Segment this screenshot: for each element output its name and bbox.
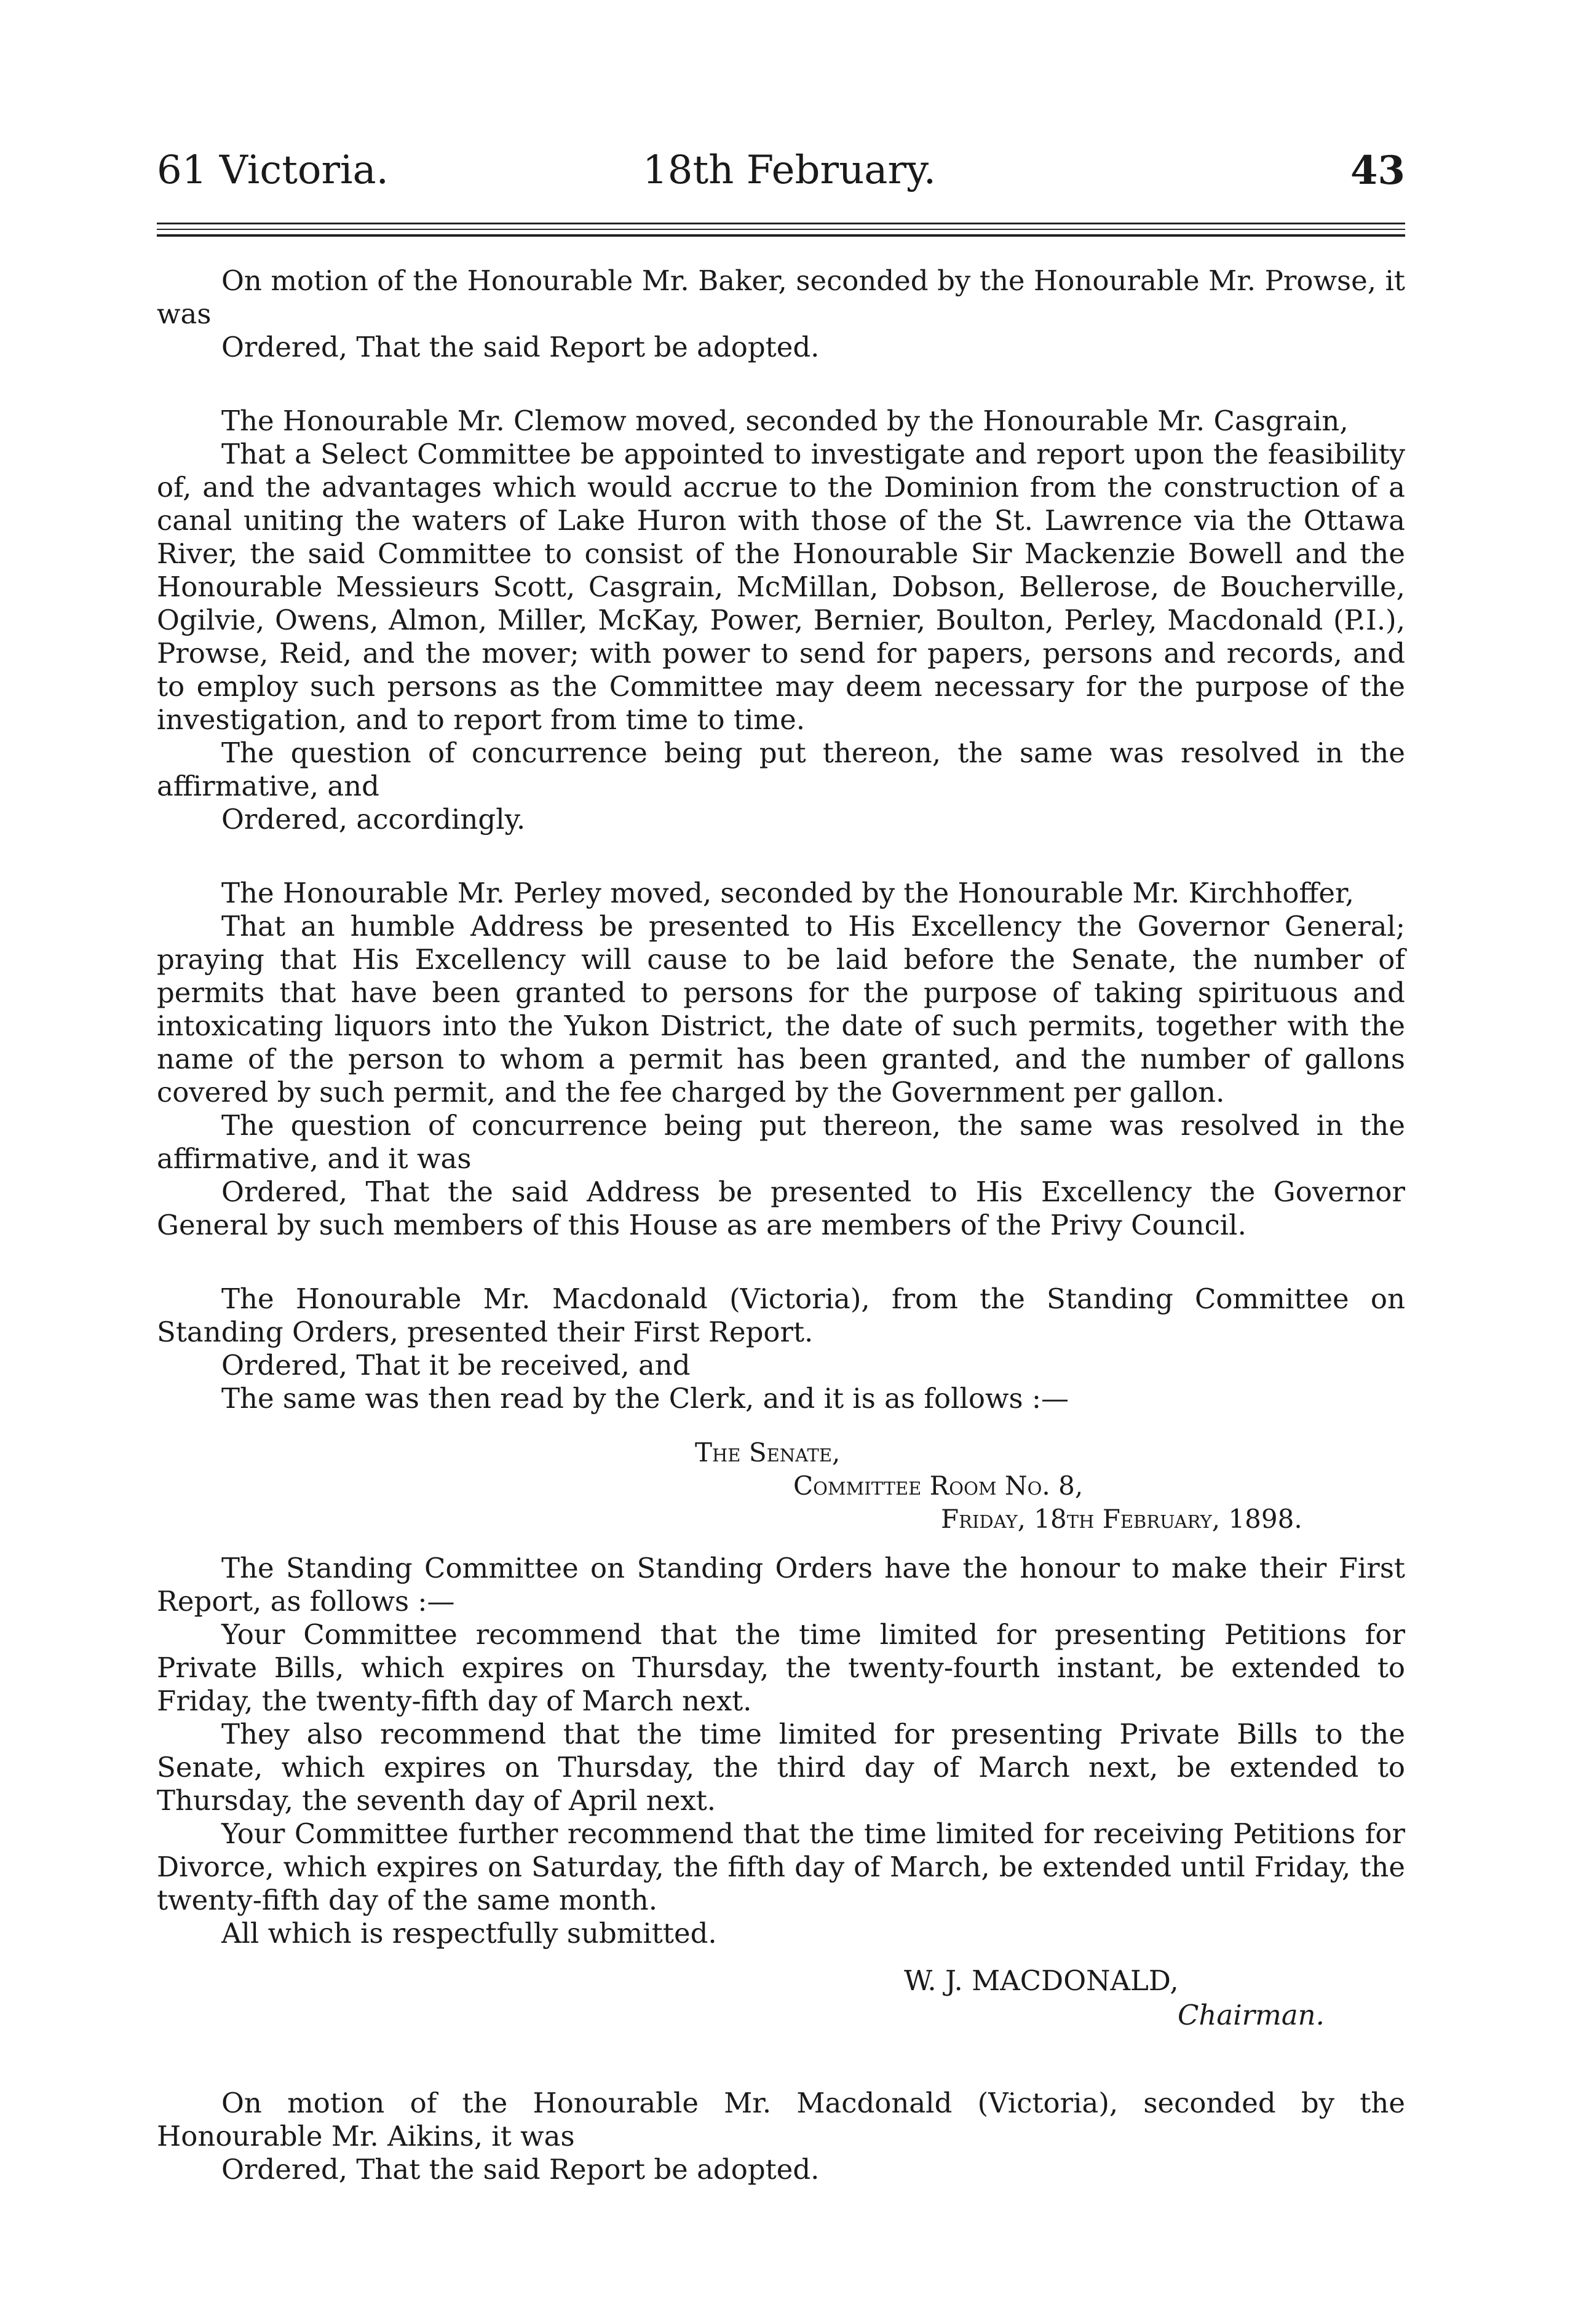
paragraph-line: Ordered, That the said Report be adopted. bbox=[221, 331, 820, 363]
paragraph-line: That a Select Committee be appointed to investigate and report upon the feasibility of, and the advantages which would accrue to the Dominion from the construction of a canal uniting the waters of Lake Huron with those of the St. Lawrence via the Ottawa River, the said Committee to consist of the Honourable Sir Mackenzie Bowell and the Honourable Messieurs Scott, Casgrain, McMillan, Dobson, Bellerose, de Boucherville, Ogilvie, Owens, Almon, Miller, McKay, Power, Bernier, Boulton, Perley, Macdonald (P.I.), Prowse, Reid, and the mover; with power to send for papers, persons and records, and to employ such persons as the Committee may deem necessary for the purpose of the investigation, and to report from time to time. bbox=[157, 438, 1405, 736]
rule-line bbox=[157, 234, 1405, 237]
paragraph-line: Ordered, accordingly. bbox=[221, 803, 526, 836]
session-label: 61 Victoria. bbox=[157, 148, 389, 193]
chairman-name: W. J. MACDONALD, bbox=[904, 1964, 1179, 1997]
paragraph-macdonald-motion bbox=[157, 2087, 1405, 2186]
committee-room: Committee Room No. 8, bbox=[793, 1471, 1084, 1501]
paragraph-macdonald-report bbox=[157, 1283, 1405, 1415]
page-number: 43 bbox=[1350, 148, 1405, 194]
paragraph-line: The same was then read by the Clerk, and it is as follows :— bbox=[221, 1382, 1069, 1415]
paragraph-line: The question of concurrence being put thereon, the same was resolved in the affirmative, and it was bbox=[157, 1109, 1405, 1175]
report-line: They also recommend that the time limited for presenting Private Bills to the Senate, which expires on Thursday, the third day of March next, be extended to Thursday, the seventh day of April next. bbox=[157, 1718, 1405, 1817]
chairman-title: Chairman. bbox=[1178, 1999, 1325, 2031]
date-label: 18th February. bbox=[643, 148, 937, 193]
paragraph-line: The Honourable Mr. Perley moved, seconded by the Honourable Mr. Kirchhoffer, bbox=[221, 877, 1354, 909]
page-body bbox=[157, 264, 1405, 2227]
paragraph-baker-motion bbox=[157, 264, 1405, 364]
paragraph-line: The question of concurrence being put thereon, the same was resolved in the affirmative, and bbox=[157, 737, 1405, 802]
report-line: All which is respectfully submitted. bbox=[221, 1917, 717, 1950]
senate-title: The Senate, bbox=[695, 1437, 841, 1468]
paragraph-line: That an humble Address be presented to His Excellency the Governor General; praying that His Excellency will cause to be laid before the Senate, the number of permits that have been granted to persons for the purpose of taking spirituous and intoxicating liquors into the Yukon District, the date of such permits, together with the name of the person to whom a permit has been granted, and the number of gallons covered by such permit, and the fee charged by the Government per gallon. bbox=[157, 910, 1405, 1109]
signature-block bbox=[157, 1964, 1405, 2033]
paragraph-line: The Honourable Mr. Clemow moved, seconded by the Honourable Mr. Casgrain, bbox=[221, 405, 1349, 437]
page-header bbox=[157, 148, 1405, 209]
rule-line bbox=[157, 229, 1405, 230]
header-rule bbox=[157, 223, 1405, 240]
paragraph-line: Ordered, That the said Address be presented to His Excellency the Governor General by such members of this House as are members of the Privy Council. bbox=[157, 1176, 1405, 1241]
paragraph-perley-motion bbox=[157, 877, 1405, 1242]
paragraph-line: Ordered, That it be received, and bbox=[221, 1349, 691, 1381]
paragraph-clemow-motion bbox=[157, 405, 1405, 836]
senate-heading bbox=[157, 1436, 1405, 1536]
report-line: Your Committee recommend that the time limited for presenting Petitions for Private Bills, which expires on Thursday, the twenty-fourth instant, be extended to Friday, the twenty-fifth day of March next. bbox=[157, 1618, 1405, 1717]
report-line: The Standing Committee on Standing Orders have the honour to make their First Report, as follows :— bbox=[157, 1552, 1405, 1618]
paragraph-line: On motion of the Honourable Mr. Macdonald (Victoria), seconded by the Honourable Mr. Aikins, it was bbox=[157, 2087, 1405, 2152]
paragraph-line: Ordered, That the said Report be adopted. bbox=[221, 2153, 820, 2186]
paragraph-line: The Honourable Mr. Macdonald (Victoria), from the Standing Committee on Standing Orders, presented their First Report. bbox=[157, 1283, 1405, 1348]
report-date: Friday, 18th February, 1898. bbox=[941, 1504, 1302, 1534]
paragraph-line: On motion of the Honourable Mr. Baker, seconded by the Honourable Mr. Prowse, it was bbox=[157, 264, 1405, 330]
committee-report bbox=[157, 1552, 1405, 1950]
report-line: Your Committee further recommend that the time limited for receiving Petitions for Divorce, which expires on Saturday, the fifth day of March, be extended until Friday, the twenty-fifth day of the same month. bbox=[157, 1817, 1405, 1916]
rule-line bbox=[157, 223, 1405, 224]
